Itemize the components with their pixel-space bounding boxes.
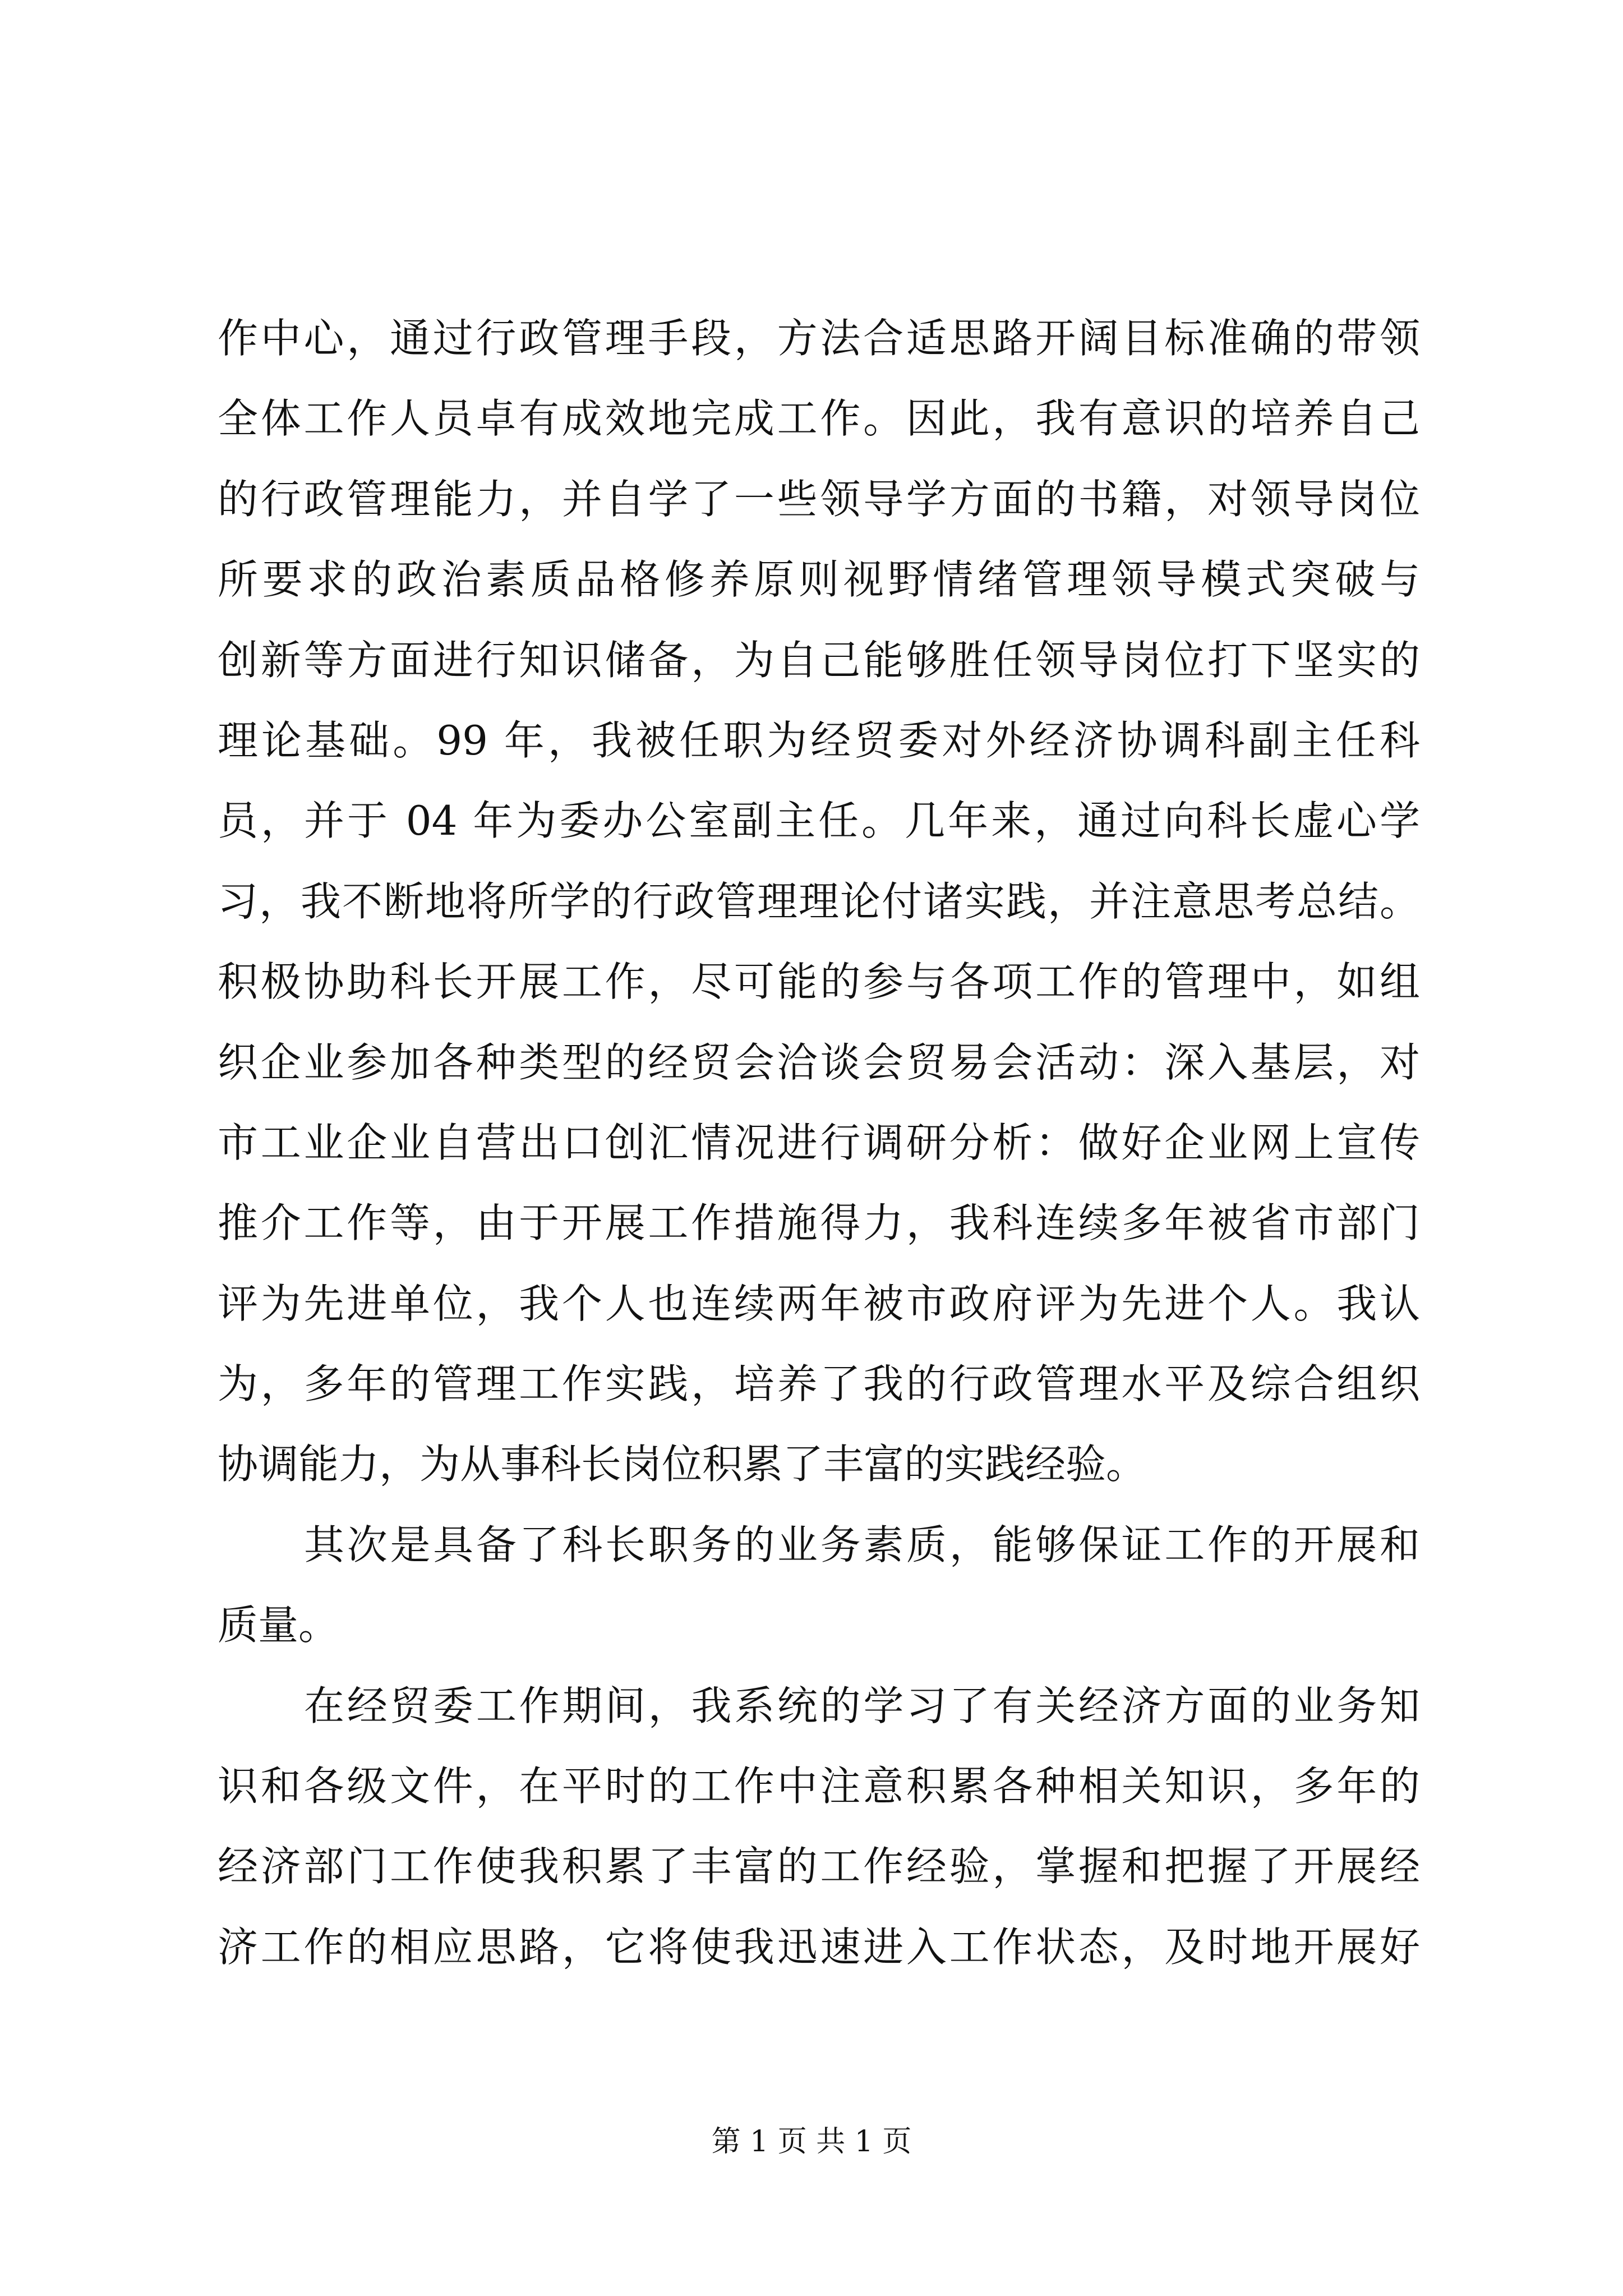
page-number-label: 第 1 页 共 1 页 bbox=[711, 2125, 912, 2159]
text-line: 济工作的相应思路，它将使我迅速进入工作状态，及时地开展好 bbox=[218, 1923, 1420, 1971]
paragraph-first-line: 在经贸委工作期间，我系统的学习了有关经济方面的业务知 bbox=[304, 1682, 1420, 1729]
text-line: 市工业企业自营出口创汇情况进行调研分析：做好企业网上宣传 bbox=[218, 1119, 1420, 1166]
text-line: 作中心，通过行政管理手段，方法合适思路开阔目标准确的带领 bbox=[218, 315, 1420, 362]
text-line: 全体工作人员卓有成效地完成工作。因此，我有意识的培养自己 bbox=[218, 395, 1420, 443]
text-line: 创新等方面进行知识储备，为自己能够胜任领导岗位打下坚实的 bbox=[218, 636, 1420, 684]
document-body bbox=[218, 298, 1420, 1987]
text-line: 评为先进单位，我个人也连续两年被市政府评为先进个人。我认 bbox=[218, 1280, 1420, 1327]
text-line: 推介工作等，由于开展工作措施得力，我科连续多年被省市部门 bbox=[218, 1199, 1420, 1247]
text-line: 质量。 bbox=[218, 1602, 339, 1649]
page-footer bbox=[0, 2125, 1623, 2159]
text-line: 识和各级文件，在平时的工作中注意积累各种相关知识，多年的 bbox=[218, 1763, 1420, 1810]
text-line: 理论基础。99 年，我被任职为经贸委对外经济协调科副主任科 bbox=[218, 716, 1420, 764]
text-line: 所要求的政治素质品格修养原则视野情绪管理领导模式突破与 bbox=[218, 556, 1420, 604]
text-line: 织企业参加各种类型的经贸会洽谈会贸易会活动：深入基层，对 bbox=[218, 1038, 1420, 1086]
text-line: 积极协助科长开展工作，尽可能的参与各项工作的管理中，如组 bbox=[218, 958, 1420, 1006]
text-line: 协调能力，为从事科长岗位积累了丰富的实践经验。 bbox=[218, 1441, 1147, 1488]
text-line: 为，多年的管理工作实践，培养了我的行政管理水平及综合组织 bbox=[218, 1360, 1420, 1408]
text-line: 习，我不断地将所学的行政管理理论付诸实践，并注意思考总结。 bbox=[218, 877, 1420, 925]
paragraph-first-line: 其次是具备了科长职务的业务素质，能够保证工作的开展和 bbox=[304, 1521, 1420, 1568]
text-line: 员，并于 04 年为委办公室副主任。几年来，通过向科长虚心学 bbox=[218, 797, 1420, 845]
text-line: 的行政管理能力，并自学了一些领导学方面的书籍，对领导岗位 bbox=[218, 475, 1420, 523]
text-line: 经济部门工作使我积累了丰富的工作经验，掌握和把握了开展经 bbox=[218, 1843, 1420, 1890]
